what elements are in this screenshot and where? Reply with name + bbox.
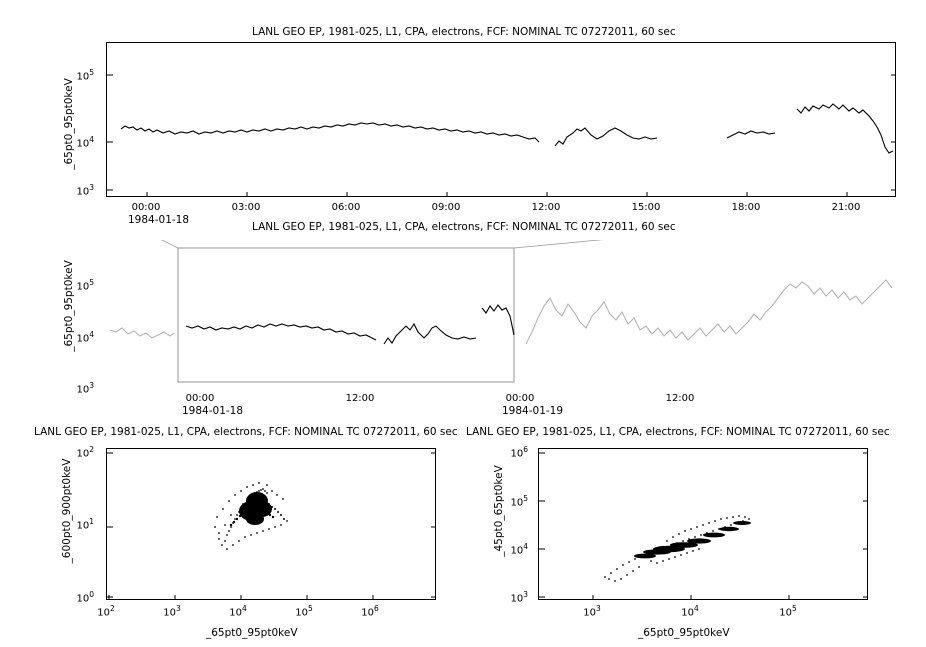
middle-ytick-1e5: $10^5$: [76, 278, 94, 293]
top-ytick-1e4: $10^4$: [76, 135, 94, 150]
middle-xtick-0000-a: 00:00: [185, 393, 215, 404]
middle-panel-datestamp-1: 1984-01-18: [182, 405, 244, 417]
bl-ytick-1e1: $10^1$: [76, 517, 94, 532]
top-ytick-1e3: $10^3$: [76, 183, 94, 198]
br-xtick-1e5: $10^5$: [779, 604, 797, 619]
top-plot-area: [106, 42, 896, 197]
bl-ytick-1e0: $10^0$: [76, 590, 94, 605]
top-xtick-0900: 09:00: [431, 202, 461, 213]
bottom-left-x-label: _65pt0_95pt0keV: [206, 627, 298, 639]
bottom-right-title: LANL GEO EP, 1981-025, L1, CPA, electrons, FCF: NOMINAL TC 07272011, 60 sec: [466, 426, 890, 438]
top-ytick-1e5: $10^5$: [76, 68, 94, 83]
bl-ytick-1e2: $10^2$: [76, 445, 94, 460]
top-panel-title: LANL GEO EP, 1981-025, L1, CPA, electrons, FCF: NOMINAL TC 07272011, 60 sec: [252, 26, 676, 38]
top-xtick-1500: 15:00: [631, 202, 661, 213]
bl-xtick-1e4: $10^4$: [229, 604, 247, 619]
top-plot-svg: [107, 43, 896, 197]
br-ytick-1e3: $10^3$: [510, 590, 528, 605]
middle-xtick-1200-a: 12:00: [345, 393, 375, 404]
bottom-right-y-label: _45pt0_65pt0keV: [493, 465, 505, 557]
bottom-left-y-label: _600pt0_900pt0keV: [61, 458, 73, 564]
middle-xtick-1200-b: 12:00: [665, 393, 695, 404]
bottom-right-x-label: _65pt0_95pt0keV: [638, 627, 730, 639]
bl-xtick-1e5: $10^5$: [295, 604, 313, 619]
top-xtick-0000: 00:00: [131, 202, 161, 213]
middle-ytick-1e3: $10^3$: [76, 381, 94, 396]
bottom-left-scatter-svg: [107, 449, 436, 600]
bottom-left-plot-area: [106, 448, 436, 600]
br-xtick-1e3: $10^3$: [583, 604, 601, 619]
br-ytick-1e4: $10^4$: [510, 542, 528, 557]
bottom-right-plot-area: [538, 448, 868, 600]
top-xtick-1200: 12:00: [531, 202, 561, 213]
top-xtick-0300: 03:00: [231, 202, 261, 213]
top-panel-y-label: _65pt0_95pt0keV: [63, 78, 75, 170]
middle-panel-datestamp-2: 1984-01-19: [502, 405, 564, 417]
br-ytick-1e6: $10^6$: [510, 445, 528, 460]
bl-xtick-1e2: $10^2$: [97, 604, 115, 619]
bl-xtick-1e3: $10^3$: [163, 604, 181, 619]
middle-plot-svg: [106, 240, 896, 390]
bottom-right-scatter-svg: [539, 449, 868, 600]
bottom-left-title: LANL GEO EP, 1981-025, L1, CPA, electrons, FCF: NOMINAL TC 07272011, 60 sec: [34, 426, 458, 438]
bl-xtick-1e6: $10^6$: [361, 604, 379, 619]
middle-xtick-0000-b: 00:00: [505, 393, 535, 404]
top-xtick-1800: 18:00: [731, 202, 761, 213]
middle-plot-area: [106, 240, 896, 390]
middle-panel-y-label: _65pt0_95pt0keV: [63, 260, 75, 352]
br-ytick-1e5: $10^5$: [510, 494, 528, 509]
middle-ytick-1e4: $10^4$: [76, 330, 94, 345]
top-panel-datestamp: 1984-01-18: [128, 214, 190, 226]
top-xtick-0600: 06:00: [331, 202, 361, 213]
top-xtick-2100: 21:00: [831, 202, 861, 213]
br-xtick-1e4: $10^4$: [681, 604, 699, 619]
middle-panel-title: LANL GEO EP, 1981-025, L1, CPA, electrons, FCF: NOMINAL TC 07272011, 60 sec: [252, 221, 676, 233]
